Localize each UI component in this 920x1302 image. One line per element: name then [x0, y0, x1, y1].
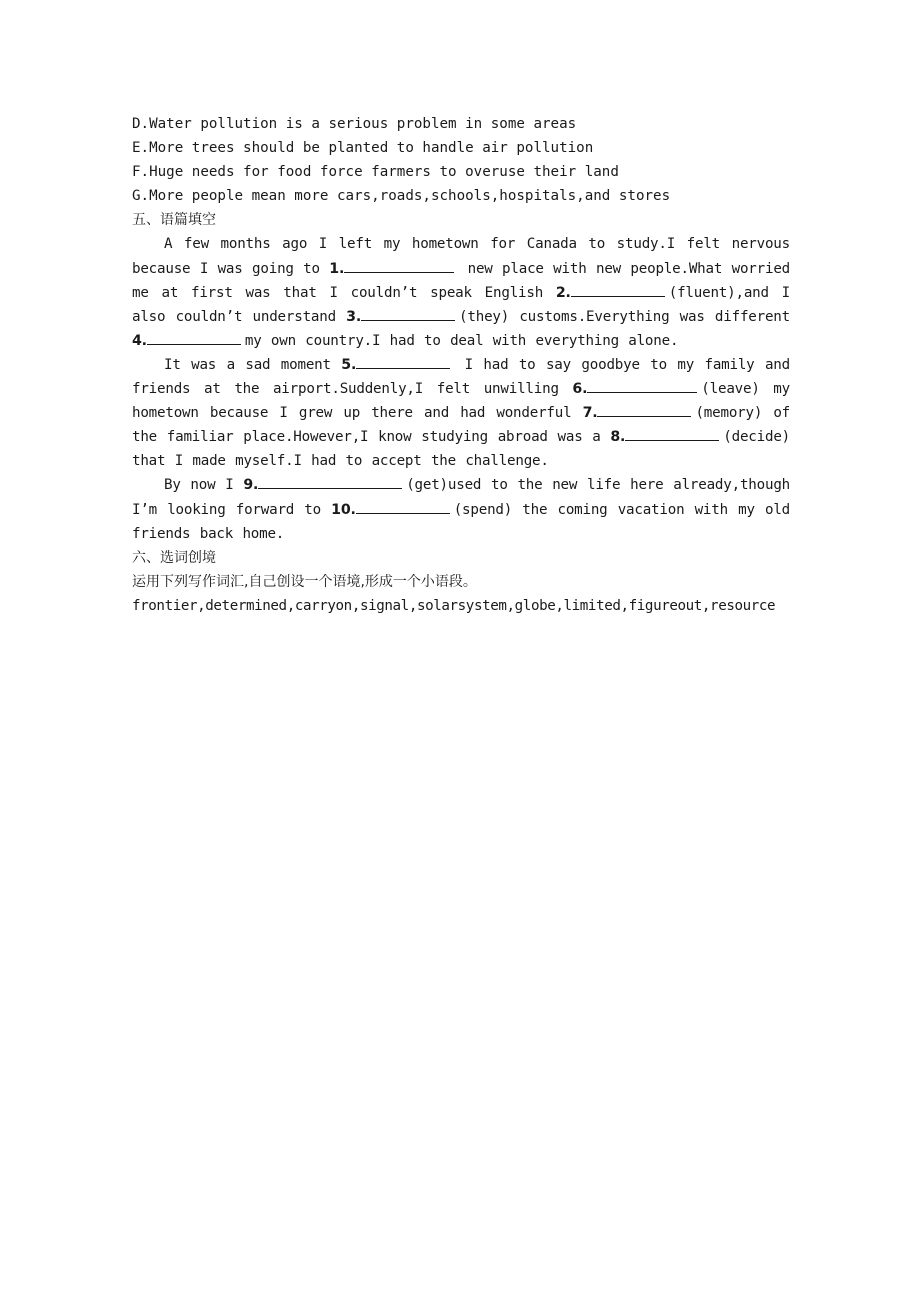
- blank-10[interactable]: [356, 499, 450, 514]
- option-f: F.Huge needs for food force farmers to overuse their land: [132, 164, 619, 181]
- blank-number-1: 1.: [329, 260, 345, 277]
- passage-text: (fluent),and I also couldn’t understand: [132, 284, 790, 325]
- passage-text: (spend) the coming vacation with my old friends back home.: [132, 501, 791, 542]
- option-g: G.More people mean more cars,roads,schools,hospitals,and stores: [132, 188, 671, 205]
- passage-text: (they) customs.Everything was different: [459, 308, 790, 325]
- vocabulary-word-list: frontier,determined,carryon,signal,solarsystem,globe,limited,figureout,resource: [132, 597, 776, 614]
- blank-5[interactable]: [356, 354, 450, 369]
- passage-paragraph-2: [132, 353, 790, 473]
- blank-number-6: 6.: [572, 381, 588, 398]
- blank-9[interactable]: [258, 474, 402, 489]
- blank-number-9: 9.: [243, 477, 259, 494]
- passage-text: I had to say goodbye to my family and friends at the airport.Suddenly,I felt unwilling: [132, 356, 790, 398]
- blank-number-10: 10.: [331, 501, 356, 518]
- option-list: [132, 112, 790, 208]
- blank-number-5: 5.: [341, 356, 357, 373]
- blank-number-8: 8.: [610, 429, 626, 446]
- passage-text: new place with new people.What worried me at first was that I couldn’t speak English: [132, 260, 791, 301]
- passage-text: By now I: [164, 477, 244, 494]
- blank-2[interactable]: [571, 282, 665, 297]
- option-e: E.More trees should be planted to handle air pollution: [132, 140, 594, 157]
- passage-paragraph-3: [132, 473, 790, 545]
- blank-number-7: 7.: [582, 405, 598, 422]
- blank-number-3: 3.: [346, 308, 362, 325]
- passage-text: (memory) of the familiar place.However,I know studying abroad was a: [132, 405, 791, 446]
- blank-3[interactable]: [361, 306, 455, 321]
- option-d: D.Water pollution is a serious problem in some areas: [132, 116, 577, 132]
- blank-number-4: 4.: [132, 332, 147, 349]
- passage-text: (get)used to the new life here already,though I’m looking forward to: [132, 477, 791, 518]
- blank-number-2: 2.: [555, 284, 571, 301]
- passage-paragraph-1: [132, 232, 790, 352]
- blank-4[interactable]: [147, 330, 241, 345]
- passage-text: A few months ago I left my hometown for Canada to study.I felt nervous because I was going to: [132, 236, 790, 277]
- section-5-heading: 五、语篇填空: [132, 212, 216, 229]
- section-6-instruction: 运用下列写作词汇,自己创设一个语境,形成一个小语段。: [132, 573, 477, 590]
- section-6-heading: 六、选词创境: [132, 549, 216, 566]
- blank-1[interactable]: [344, 258, 454, 273]
- worksheet-page: [132, 112, 790, 618]
- passage-text: (decide) that I made myself.I had to accept the challenge.: [132, 429, 790, 470]
- blank-7[interactable]: [597, 402, 691, 417]
- passage-text: It was a sad moment: [164, 356, 342, 373]
- passage-text: my own country.I had to deal with everything alone.: [244, 332, 679, 349]
- blank-8[interactable]: [625, 426, 719, 441]
- passage-text: (leave) my hometown because I grew up there and had wonderful: [132, 381, 790, 422]
- blank-6[interactable]: [587, 378, 697, 393]
